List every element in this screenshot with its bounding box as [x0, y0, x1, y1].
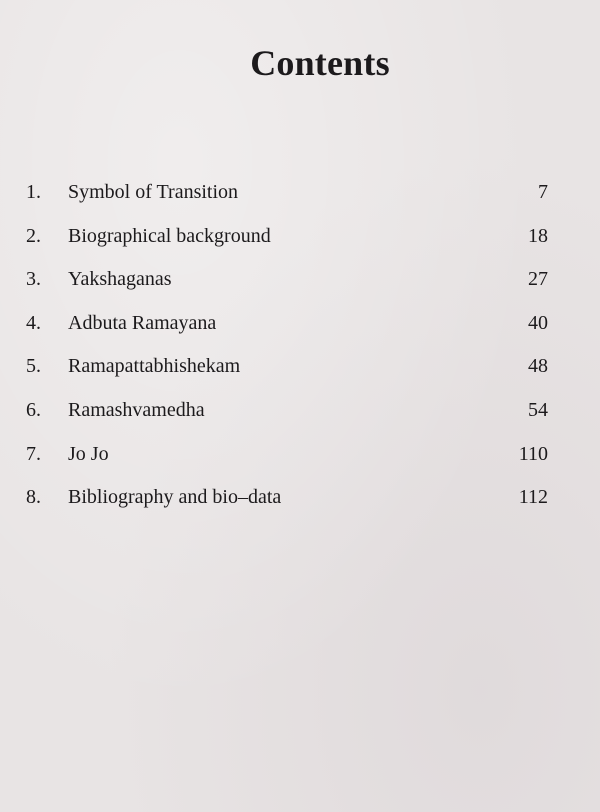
toc-entry-number: 2.	[26, 224, 41, 247]
table-of-contents	[26, 181, 548, 530]
toc-entry-page: 18	[528, 224, 548, 247]
toc-entry-title: Ramashvamedha	[68, 398, 205, 421]
toc-entry-number: 3.	[26, 268, 41, 291]
toc-entry-title: Yakshaganas	[68, 268, 172, 291]
contents-title: Contents	[250, 43, 390, 83]
toc-entry	[26, 399, 548, 443]
toc-entry	[26, 312, 548, 356]
toc-entry	[26, 181, 548, 225]
toc-entry-page: 54	[528, 398, 548, 421]
toc-entry	[26, 355, 548, 399]
toc-entry-title: Jo Jo	[68, 442, 109, 465]
toc-entry-number: 6.	[26, 398, 41, 421]
toc-entry-page: 112	[518, 486, 548, 509]
toc-entry-page: 110	[518, 442, 548, 465]
toc-entry-number: 7.	[26, 442, 41, 465]
toc-entry-page: 40	[528, 311, 548, 334]
toc-entry-page: 48	[528, 355, 548, 378]
toc-entry-number: 4.	[26, 311, 41, 334]
toc-entry-title: Bibliography and bio–data	[68, 486, 282, 509]
toc-entry	[26, 443, 548, 487]
toc-entry-title: Ramapattabhishekam	[68, 355, 241, 378]
toc-entry-title: Symbol of Transition	[68, 181, 239, 203]
toc-entry-number: 5.	[26, 355, 41, 378]
toc-entry-page: 27	[528, 268, 548, 291]
toc-entry	[26, 268, 548, 312]
toc-entry-title: Adbuta Ramayana	[68, 311, 217, 334]
toc-entry	[26, 225, 548, 269]
toc-entry-number: 1.	[26, 181, 41, 203]
toc-entry	[26, 486, 548, 530]
toc-entry-number: 8.	[26, 486, 41, 509]
toc-entry-page: 7	[538, 181, 548, 203]
toc-entry-title: Biographical background	[68, 224, 271, 247]
